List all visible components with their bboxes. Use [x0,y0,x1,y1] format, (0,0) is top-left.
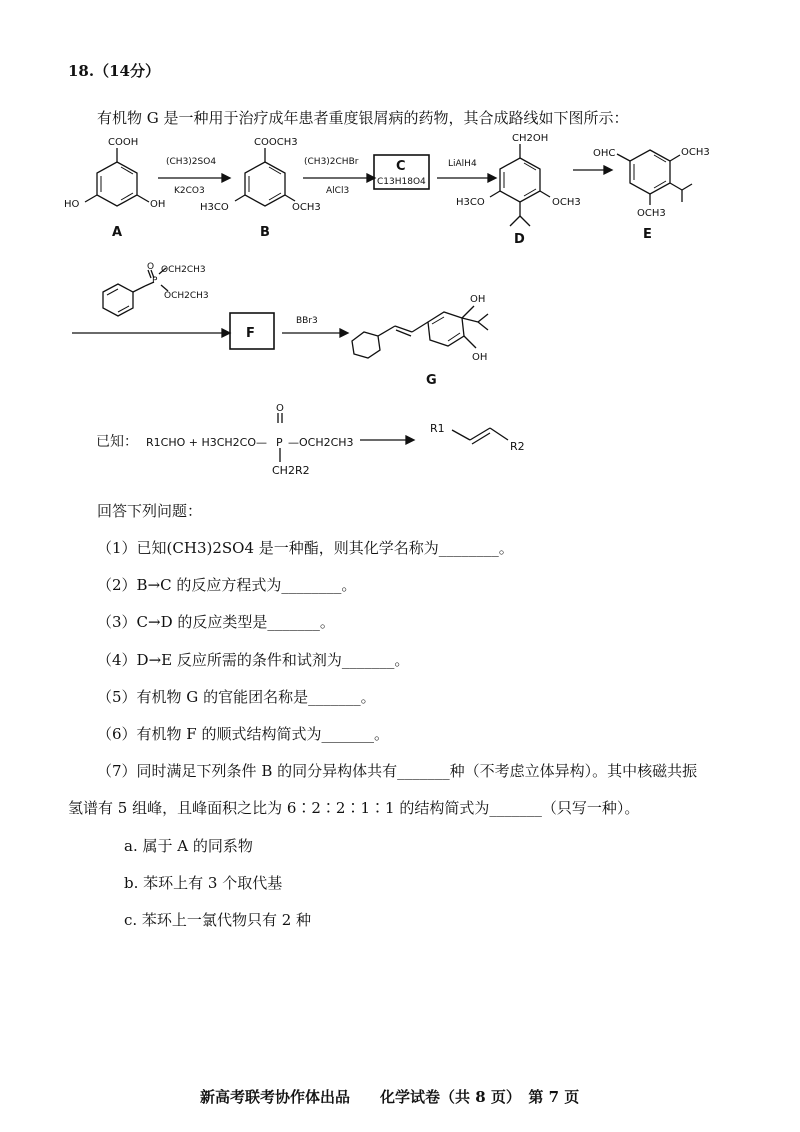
phos-o: O [147,262,155,272]
known-o: O [276,403,284,414]
question-6: （6）有机物 F 的顺式结构简式为_______。 [97,725,389,743]
known-p: P [276,436,283,449]
d-ch2oh: CH2OH [512,133,549,144]
page-footer: 新高考联考协作体出品 化学试卷（共 8 页） 第 7 页 [200,1088,580,1106]
c-formula: C13H18O4 [377,177,426,187]
known-label: 已知： [96,434,138,450]
label-f: F [246,326,255,341]
condition-b: b. 苯环上有 3 个取代基 [124,874,283,892]
label-g: G [426,373,437,388]
question-2: （2）B→C 的反应方程式为________。 [97,576,357,594]
reagent-ab-bot: K2CO3 [174,186,205,196]
label-b: B [260,225,270,240]
known-rhs: —OCH2CH3 [288,436,354,449]
question-7-line2: 氢谱有 5 组峰，且峰面积之比为 6∶2∶2∶1∶1 的结构简式为_______（只写一种）。 [68,799,640,817]
ring-g-core [428,312,464,346]
question-1: （1）已知(CH3)2SO4 是一种酯，则其化学名称为________。 [97,539,514,557]
b-cooch3: COOCH3 [254,137,298,148]
condition-c: c. 苯环上一氯代物只有 2 种 [124,911,312,929]
d-h3co: H3CO [456,197,485,208]
question-4: （4）D→E 反应所需的条件和试剂为_______。 [97,651,410,669]
reagent-ab-top: (CH3)2SO4 [166,157,217,167]
condition-a: a. 属于 A 的同系物 [124,837,253,855]
g-oh-bot: OH [472,352,488,363]
phos-oet-top: OCH2CH3 [161,265,206,275]
e-och3-bot: OCH3 [637,208,666,219]
ring-a [97,162,137,206]
label-c: C [396,159,406,174]
b-och3: OCH3 [292,202,321,213]
known-r1: R1 [430,422,445,435]
phos-p: P [152,276,158,286]
label-e: E [643,227,652,242]
known-lhs: R1CHO + H3CH2CO— [146,436,268,449]
question-7-line1: （7）同时满足下列条件 B 的同分异构体共有_______种（不考虑立体异构）。其中核磁共振 [97,762,698,780]
e-ohc: OHC [593,148,616,159]
synthesis-route-diagram [0,0,800,480]
answer-prompt: 回答下列问题： [97,502,203,520]
d-och3: OCH3 [552,197,581,208]
known-r2: R2 [510,440,525,453]
question-5: （5）有机物 G 的官能团名称是_______。 [97,688,376,706]
ring-benzyl [103,284,133,316]
b-h3co: H3CO [200,202,229,213]
label-d: D [514,232,525,247]
phos-oet-bot: OCH2CH3 [164,291,209,301]
reagent-bc-top: (CH3)2CHBr [304,157,359,167]
reagent-cd-top: LiAlH4 [448,159,477,169]
ring-g-phenyl [352,332,380,358]
reagent-bc-bot: AlCl3 [326,186,350,196]
question-number: 18.（14分） [68,62,160,80]
ring-e [630,150,670,194]
question-3: （3）C→D 的反应类型是_______。 [97,613,335,631]
reagent-fg-top: BBr3 [296,316,318,326]
ring-b [245,162,285,206]
g-oh-top: OH [470,294,486,305]
a-oh: OH [150,199,166,210]
known-ch2r2: CH2R2 [272,464,310,477]
e-och3-top: OCH3 [681,147,710,158]
intro-text: 有机物 G 是一种用于治疗成年患者重度银屑病的药物，其合成路线如下图所示： [97,109,629,127]
label-a: A [112,225,123,240]
a-ho: HO [64,199,80,210]
a-cooh: COOH [108,137,139,148]
ring-d [500,158,540,202]
